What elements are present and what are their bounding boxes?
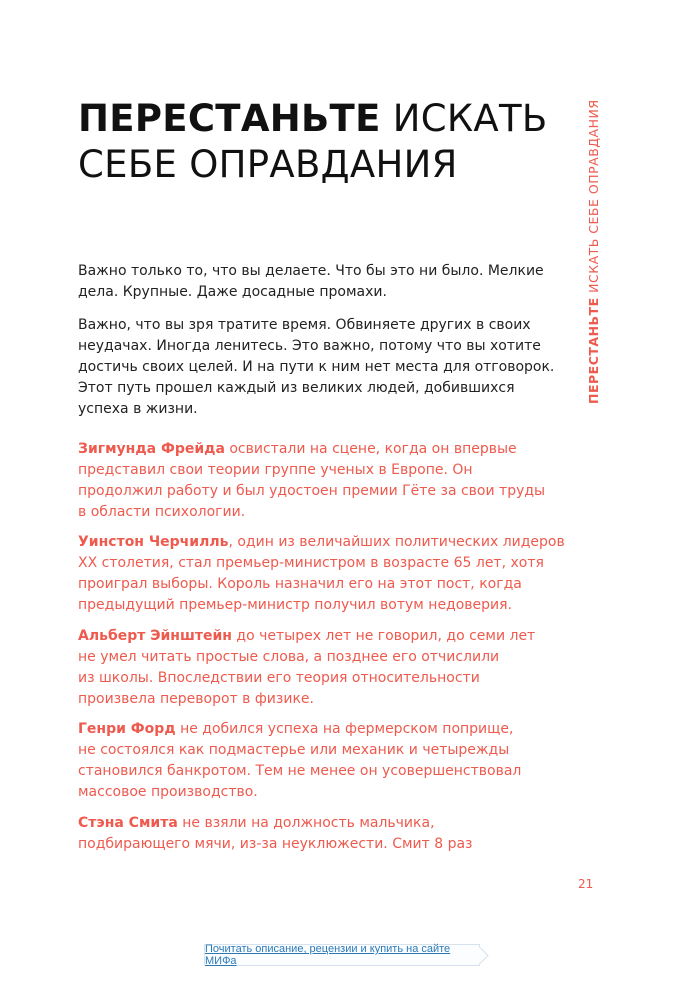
text-fragment: не добился успеха на фермерском поприще, (175, 721, 514, 737)
text-fragment: не взяли на должность мальчика, (177, 815, 435, 831)
person-name: Альберт Эйнштейн (78, 628, 232, 644)
running-header (584, 99, 604, 404)
text-line (78, 439, 558, 460)
text-line: XX столетия, стал премьер-министром в возрасте 65 лет, хотя (78, 555, 544, 571)
text-line: произвела переворот в физике. (78, 691, 314, 707)
text-line (78, 719, 558, 740)
text-line (78, 532, 565, 553)
text-line: массовое производство. (78, 784, 258, 800)
person-name: Стэна Смита (78, 815, 178, 831)
text-line: Важно только то, что вы делаете. Что бы это ни было. Мелкие (78, 263, 544, 279)
text-line (78, 626, 558, 647)
person-name: Генри Форд (78, 721, 176, 737)
text-line: продолжил работу и был удостоен премии Гёте за свои труды (78, 483, 546, 499)
title-bold-word: ПЕРЕСТАНЬТЕ (78, 97, 381, 140)
text-line: не умел читать простые слова, а позднее его отчислили (78, 649, 500, 665)
text-line: достичь своих целей. И на пути к ним нет места для отговорок. (78, 359, 555, 375)
buy-link-button[interactable] (204, 944, 480, 966)
text-line: подбирающего мячи, из-за неуклюжести. Смит 8 раз (78, 836, 473, 852)
text-line: успеха в жизни. (78, 401, 198, 417)
example-smith (78, 813, 558, 855)
running-header-rest: ИСКАТЬ СЕБЕ ОПРАВДАНИЯ (586, 99, 601, 298)
example-ford (78, 719, 558, 803)
intro-paragraph-1 (78, 261, 558, 303)
text-line (78, 813, 558, 834)
text-line: Этот путь прошел каждый из великих людей, добившихся (78, 380, 515, 396)
text-line: проиграл выборы. Король назначил его на этот пост, когда (78, 576, 522, 592)
running-header-bold: ПЕРЕСТАНЬТЕ (586, 297, 601, 404)
page-number: 21 (578, 877, 594, 891)
text-line: становился банкротом. Тем не менее он усовершенствовал (78, 763, 522, 779)
title-line2: СЕБЕ ОПРАВДАНИЯ (78, 143, 458, 186)
example-einstein (78, 626, 558, 710)
intro-paragraph-2 (78, 315, 558, 420)
person-name: Уинстон Черчилль (78, 534, 229, 550)
person-name: Зигмунда Фрейда (78, 441, 225, 457)
text-line: неудачах. Иногда ленитесь. Это важно, потому что вы хотите (78, 338, 541, 354)
text-fragment: освистали на сцене, когда он впервые (224, 441, 517, 457)
example-freud (78, 439, 558, 523)
example-churchill (78, 532, 565, 616)
text-line: представил свои теории группе ученых в Европе. Он (78, 462, 473, 478)
page-title (78, 96, 548, 188)
text-line: не состоялся как подмастерье или механик и четырежды (78, 742, 510, 758)
text-line: дела. Крупные. Даже досадные промахи. (78, 284, 387, 300)
buy-link-label: Почитать описание, рецензии и купить на сайте МИФа (205, 943, 451, 967)
text-fragment: , один из величайших политических лидеров (228, 534, 565, 550)
text-fragment: до четырех лет не говорил, до семи лет (231, 628, 536, 644)
text-line: Важно, что вы зря тратите время. Обвиняете других в своих (78, 317, 531, 333)
text-line: из школы. Впоследствии его теория относительности (78, 670, 480, 686)
text-line: в области психологии. (78, 504, 246, 520)
text-line: предыдущий премьер-министр получил вотум недоверия. (78, 597, 513, 613)
title-rest: ИСКАТЬ (380, 97, 548, 140)
